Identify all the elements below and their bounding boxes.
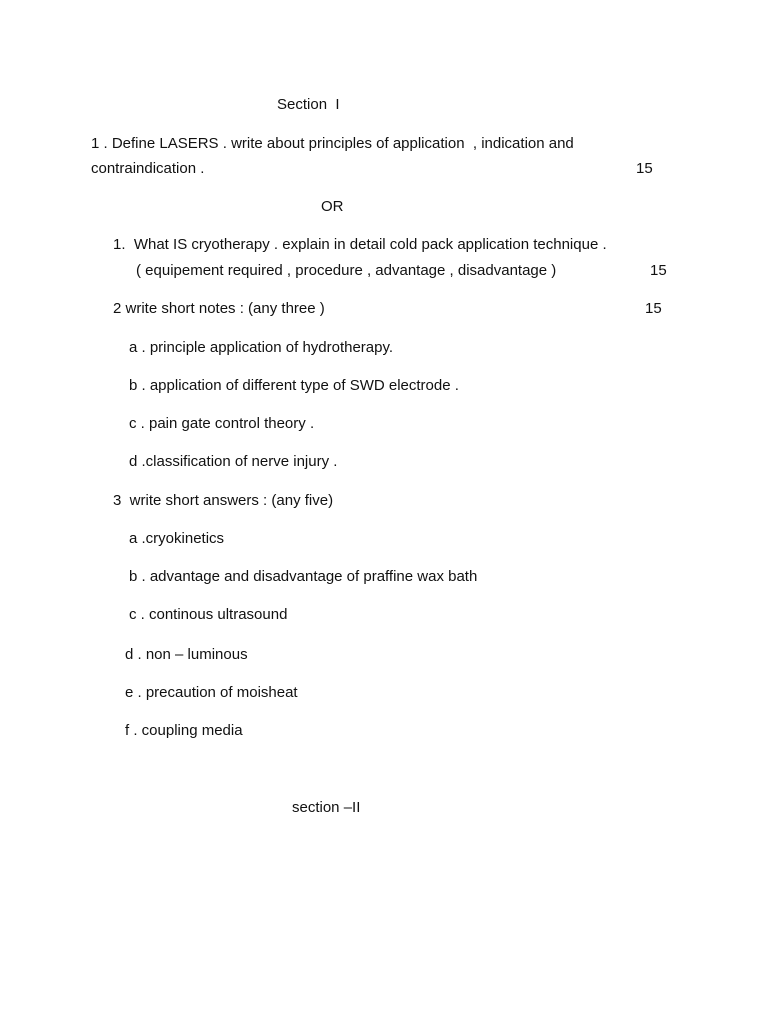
- question-3-heading: 3 write short answers : (any five): [113, 492, 334, 509]
- question-1-marks: 15: [636, 160, 653, 177]
- question-2-marks: 15: [645, 300, 662, 317]
- question-2-heading: 2 write short notes : (any three ): [113, 300, 325, 317]
- question-1-alt-line-2: ( equipement required , procedure , advantage , disadvantage ): [136, 262, 557, 279]
- question-3-item: f . coupling media: [125, 722, 243, 739]
- question-1-alt-marks: 15: [650, 262, 667, 279]
- question-3-item: c . continous ultrasound: [129, 606, 288, 623]
- section-1-title: Section I: [277, 96, 340, 113]
- question-2-item: b . application of different type of SWD electrode .: [129, 377, 459, 394]
- question-3-item: e . precaution of moisheat: [125, 684, 298, 701]
- question-2-item: a . principle application of hydrotherapy.: [129, 339, 394, 356]
- question-2-item: d .classification of nerve injury .: [129, 453, 338, 470]
- question-2-item: c . pain gate control theory .: [129, 415, 315, 432]
- question-3-item: a .cryokinetics: [129, 530, 225, 547]
- question-1-line-2: contraindication .: [91, 160, 205, 177]
- question-3-item: b . advantage and disadvantage of praffine wax bath: [129, 568, 478, 585]
- question-3-item: d . non – luminous: [125, 646, 248, 663]
- question-1-alt-line-1: 1. What IS cryotherapy . explain in detail cold pack application technique .: [113, 236, 607, 253]
- or-divider: OR: [321, 198, 344, 215]
- question-1-line-1: 1 . Define LASERS . write about principles of application , indication and: [91, 135, 574, 152]
- section-2-title: section –II: [292, 799, 361, 816]
